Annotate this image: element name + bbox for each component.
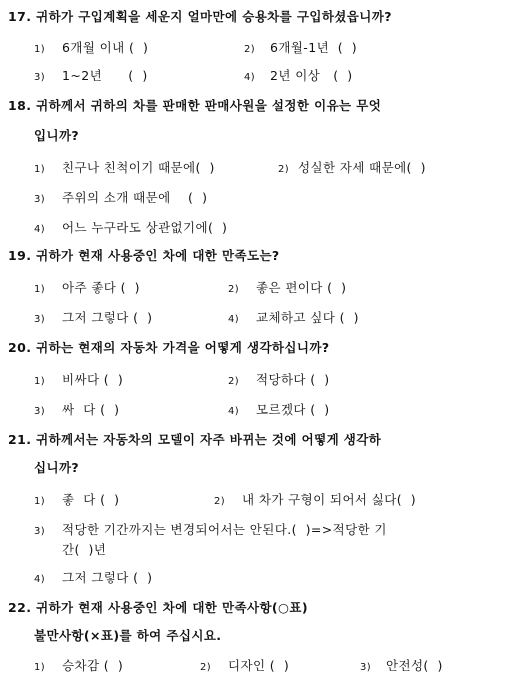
question-22: 22. 귀하가 현재 사용중인 차에 대한 만족사항(○표) (8, 600, 308, 615)
question-22-cont: 불만사항(×표)를 하여 주십시요. (34, 628, 222, 643)
option-number: 4) (34, 574, 46, 585)
option-number: 4) (244, 72, 256, 83)
option-text: 모르겠다 ( ) (256, 402, 330, 417)
option-text-cont: 간( )년 (62, 542, 107, 557)
question-18-cont: 입니까? (34, 128, 80, 143)
option-number: 1) (34, 496, 46, 507)
option-number: 1) (34, 284, 46, 295)
option-number: 3) (34, 406, 46, 417)
question-20: 20. 귀하는 현재의 자동차 가격을 어떻게 생각하십니까? (8, 340, 330, 355)
option-number: 3) (34, 526, 46, 537)
option-number: 2) (228, 376, 240, 387)
option-text: 안전성( ) (386, 658, 443, 673)
option-text: 좋 다 ( ) (62, 492, 120, 507)
option-text: 승차감 ( ) (62, 658, 124, 673)
option-number: 3) (34, 194, 46, 205)
option-number: 1) (34, 662, 46, 673)
option-number: 2) (200, 662, 212, 673)
option-text: 어느 누구라도 상관없기에( ) (62, 220, 228, 235)
question-17: 17. 귀하가 구입계획을 세운지 얼마만에 승용차를 구입하셨읍니까? (8, 9, 392, 24)
option-text: 좋은 편이다 ( ) (256, 280, 347, 295)
option-text: 내 차가 구형이 되어서 싫다( ) (242, 492, 417, 507)
question-21-cont: 십니까? (34, 460, 80, 475)
option-text: 2년 이상 ( ) (270, 68, 353, 83)
option-number: 1) (34, 44, 46, 55)
option-number: 3) (34, 314, 46, 325)
option-number: 2) (214, 496, 226, 507)
question-19: 19. 귀하가 현재 사용중인 차에 대한 만족도는? (8, 248, 280, 263)
option-number: 2) (228, 284, 240, 295)
option-number: 2) (244, 44, 256, 55)
option-number: 3) (360, 662, 372, 673)
option-number: 1) (34, 164, 46, 175)
option-text: 아주 좋다 ( ) (62, 280, 140, 295)
question-18: 18. 귀하께서 귀하의 차를 판매한 판매사원을 설정한 이유는 무엇 (8, 98, 382, 113)
option-number: 4) (228, 314, 240, 325)
option-text: 적당하다 ( ) (256, 372, 330, 387)
option-text: 디자인 ( ) (228, 658, 290, 673)
option-text: 친구나 친척이기 때문에( ) (62, 160, 215, 175)
option-text: 교체하고 싶다 ( ) (256, 310, 359, 325)
option-text: 6개월 이내 ( ) (62, 40, 149, 55)
option-text: 1~2년 ( ) (62, 68, 148, 83)
option-text: 그저 그렇다 ( ) (62, 570, 153, 585)
question-21: 21. 귀하께서는 자동차의 모델이 자주 바뀌는 것에 어떻게 생각하 (8, 432, 382, 447)
option-text: 6개월-1년 ( ) (270, 40, 358, 55)
option-text: 성실한 자세 때문에( ) (298, 160, 426, 175)
option-number: 3) (34, 72, 46, 83)
option-text: 적당한 기간까지는 변경되어서는 안된다.( )=>적당한 기 (62, 522, 387, 537)
option-number: 4) (34, 224, 46, 235)
option-number: 4) (228, 406, 240, 417)
option-text: 비싸다 ( ) (62, 372, 124, 387)
option-number: 1) (34, 376, 46, 387)
option-text: 그저 그렇다 ( ) (62, 310, 153, 325)
option-number: 2) (278, 164, 290, 175)
option-text: 싸 다 ( ) (62, 402, 120, 417)
option-text: 주위의 소개 때문에 ( ) (62, 190, 208, 205)
